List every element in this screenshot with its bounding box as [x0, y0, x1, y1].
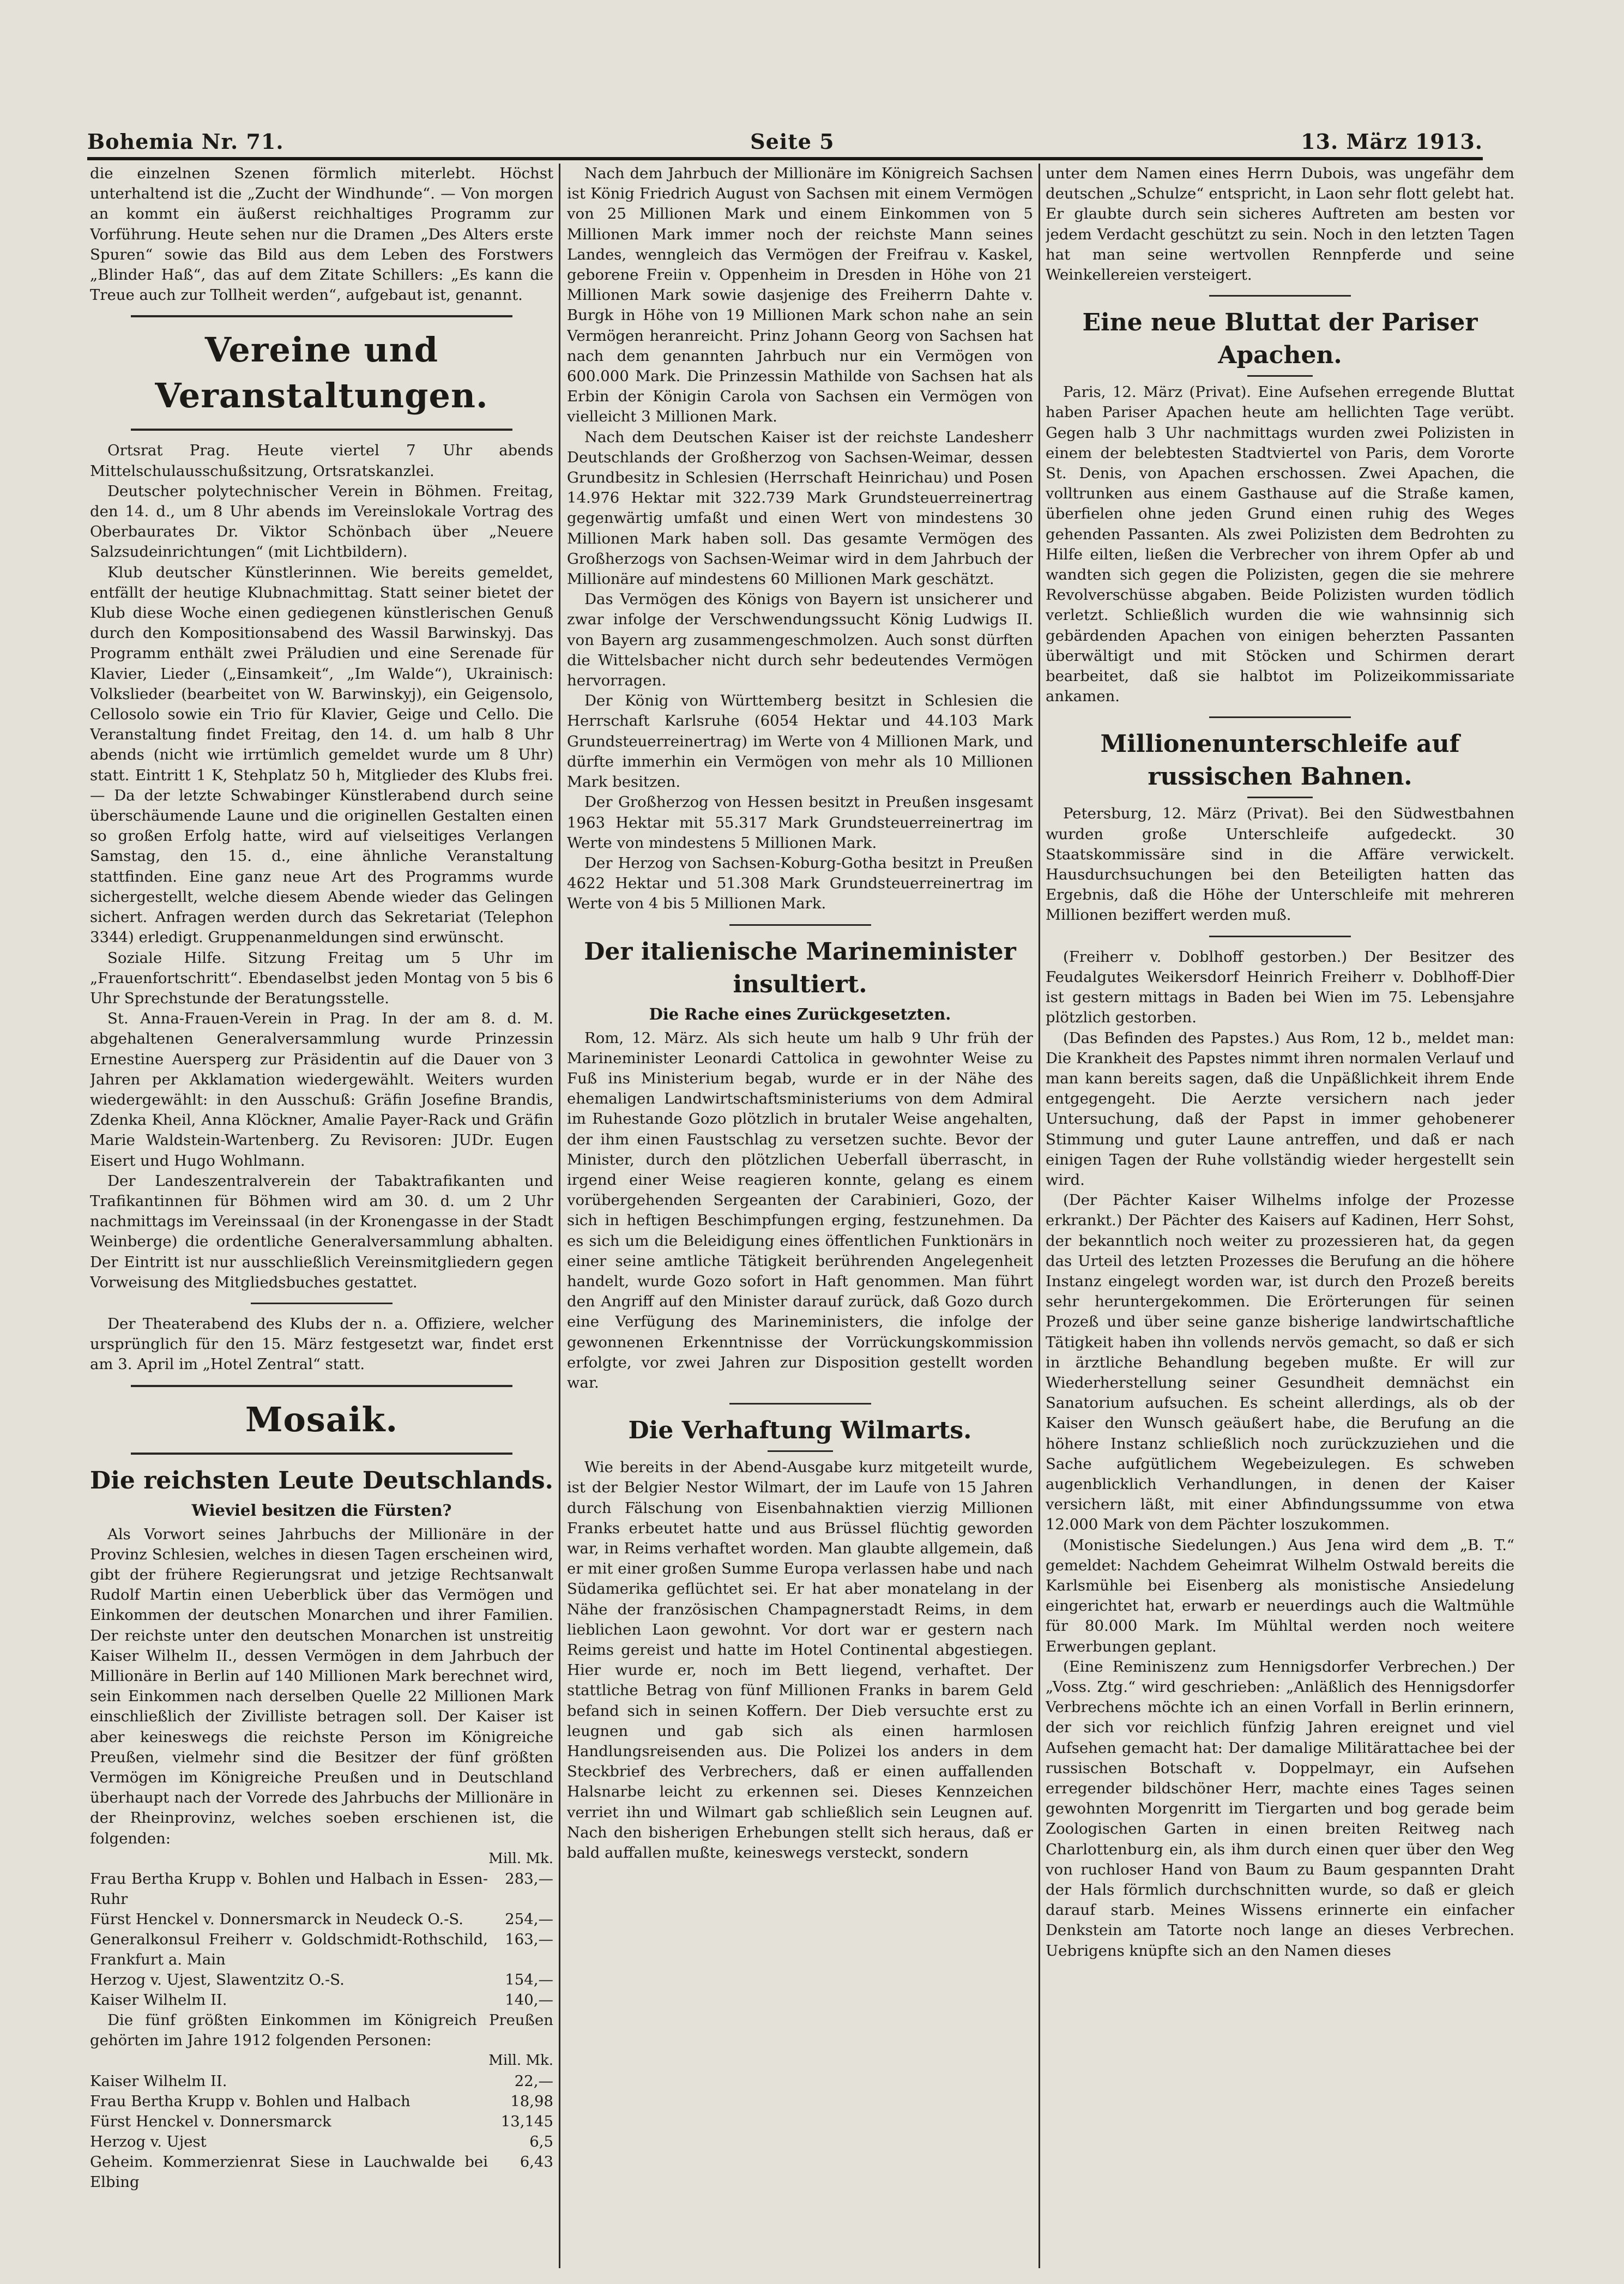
separator: [131, 315, 512, 317]
notice-polytech: Deutscher polytechnischer Verein in Böhmen. Freitag, den 14. d., um 8 Uhr abends im Vereinslokale Vortrag des Oberbaurates Dr. Viktor Schönbach über „Neuere Salzsudeinrichtungen“ (mit Lichtbildern).: [90, 482, 553, 561]
header-masthead: Bohemia Nr. 71.: [87, 129, 284, 154]
column-divider-2: [1039, 164, 1040, 2268]
separator: [131, 429, 512, 431]
list-item: Fürst Henckel v. Donnersmarck 13,145: [90, 2112, 553, 2130]
article-heading-marineminister: Der italienische Marineminister insultiert.: [584, 937, 1016, 998]
separator: [131, 1453, 512, 1455]
article-paragraph: Paris, 12. März (Privat). Eine Aufsehen erregende Bluttat haben Pariser Apachen heute am hellichten Tage verübt. Gegen halb 3 Uhr nachmittags wurden zwei Polizisten in einem der belebtesten Stadtviertel von Paris, dem Vororte St. Denis, von Apachen erschossen. Zwei Apachen, die volltrunken aus einem Gasthause auf die Straße kamen, überfielen ohne jeden Grund einen ruhig des Weges gehenden Passanten. Als zwei Polizisten dem Bedrohten zu Hilfe eilten, ließen die Verbrecher von ihrem Opfer ab und wandten sich gegen die Polizisten, gegen die sie mehrere Revolverschüsse abgaben. Beide Polizisten wurden tödlich verletzt. Schließlich wurden die wie wahnsinnig sich gebärdenden Apachen von einigen beherzten Passanten überwältigt und mit Stöcken und Schirmen derart bearbeitet, daß sie halbtot im Polizeikommissariate ankamen.: [1046, 383, 1514, 706]
section-heading-mosaik: Mosaik.: [245, 1399, 399, 1439]
list-item: Frau Bertha Krupp v. Bohlen und Halbach in Essen-Ruhr 283,—: [90, 1870, 553, 1908]
article-paragraph: Der Herzog von Sachsen-Koburg-Gotha besitzt in Preußen 4622 Hektar und 51.308 Mark Grundsteuerreinertrag im Werte von 4 bis 5 Millionen Mark.: [567, 854, 1033, 913]
list-item: Geheim. Kommerzienrat Siese in Lauchwalde bei Elbing 6,43: [90, 2153, 553, 2191]
news-item-papst: (Das Befinden des Papstes.) Aus Rom, 12 b., meldet man: Die Krankheit des Papstes nimmt ihren normalen Verlauf und man kann bereits sagen, daß die Unpäßlichkeit ihrem Ende entgegengeht. Die Aerzte versichern nach jeder Untersuchung, daß der Papst in immer gehobenerer Stimmung und guter Laune antreffen, und daß er nach einigen Tagen der Ruhe vollständig wieder hergestellt sein wird.: [1046, 1029, 1514, 1189]
article-heading-bahnen: Millionenunterschleife auf russischen Bahnen.: [1100, 730, 1460, 791]
notice-landesverein: Der Landeszentralverein der Tabaktrafikanten und Trafikantinnen für Böhmen wird am 30. d. um 2 Uhr nachmittags im Vereinssaal (in der Kronengasse in der Stadt Weinberge) die ordentliche Generalversammlung abhalten. Der Eintritt ist nur ausschließlich Vereinsmitgliedern gegen Vorweisung des Mitgliedsbuches gestattet.: [90, 1172, 553, 1291]
separator: [1209, 295, 1351, 297]
article-paragraph: Nach dem Deutschen Kaiser ist der reichste Landesherr Deutschlands der Großherzog von Sachsen-Weimar, dessen Grundbesitz in Schlesien (Herrschaft Heinrichau) und Posen 14.976 Hektar mit 322.739 Mark Grundsteuerreinertrag gegenwärtig umfaßt und einen Wert von mindestens 30 Millionen Mark haben soll. Das gesamte Vermögen des Großherzogs von Sachsen-Weimar wird in dem Jahrbuch der Millionäre auf mindestens 60 Millionen Mark geschätzt.: [567, 428, 1033, 588]
separator: [729, 924, 871, 926]
article-paragraph: Der Großherzog von Hessen besitzt in Preußen insgesamt 1963 Hektar mit 55.317 Mark Grundsteuerreinertrag im Werte von mindestens 5 Millionen Mark.: [567, 793, 1033, 852]
header-rule: [87, 157, 1483, 160]
news-item-kaiser-paechter: (Der Pächter Kaiser Wilhelms infolge der Prozesse erkrankt.) Der Pächter des Kaisers auf Kadinen, Herr Sohst, der bekanntlich noch weiter zu prozessieren hat, da gegen das Urteil des letzten Prozesses die Berufung an die höhere Instanz eingelegt worden war, ist durch den Prozeß bereits sehr heruntergekommen. Die Erörterungen für seinen Prozeß und über seine ganze bisherige landwirtschaftliche Tätigkeit haben ihn vollends nervös gemacht, so daß er sich in ärztliche Behandlung begeben mußte. Er will zur Wiederherstellung seiner Gesundheit demnächst ein Sanatorium aufsuchen. Es scheint allerdings, als ob der Kaiser den Wunsch geäußert habe, die Berufung an die höhere Instanz schließlich noch zurückzuziehen und die Sache aufgütlichem Wegebeizulegen. Es schweben augenblicklich Verhandlungen, in denen der Kaiser versichern läßt, mit einer Abfindungssumme von etwa 12.000 Mark von dem Pächter loszukommen.: [1046, 1191, 1514, 1534]
list-item: Fürst Henckel v. Donnersmarck in Neudeck O.-S. 254,—: [90, 1911, 553, 1929]
article-paragraph: Nach dem Jahrbuch der Millionäre im Königreich Sachsen ist König Friedrich August von Sachsen mit einem Vermögen von 25 Millionen Mark und einem Einkommen von 5 Millionen Mark immer noch der reichste Mann seines Landes, wenngleich das Vermögen der Freifrau v. Kaskel, geborene Freiin v. Oppenheim in Dresden in Höhe von 21 Millionen Mark sowie dasjenige des Freiherrn Dahte v. Burgk in Höhe von 19 Millionen Mark schon nahe an sein Vermögen heranreicht. Prinz Johann Georg von Sachsen hat nach dem genannten Jahrbuch nur ein Vermögen von 600.000 Mark. Die Prinzessin Mathilde von Sachsen hat als Erbin der Königin Carola von Sachsen ein Vermögen von vielleicht 3 Millionen Mark.: [567, 165, 1033, 426]
separator: [1209, 716, 1351, 718]
news-item-monisten: (Monistische Siedelungen.) Aus Jena wird dem „B. T.“ gemeldet: Nachdem Geheimrat Wilhelm Ostwald bereits die Karlsmühle bei Eisenberg als monistische Ansiedelung eingerichtet hat, erwarb er neuerdings auch die Waltmühle für 80.000 Mark. Im Mühltal werden noch weitere Erwerbungen geplant.: [1046, 1536, 1514, 1655]
article-heading-wilmart: Die Verhaftung Wilmarts.: [628, 1417, 972, 1445]
separator: [1247, 375, 1313, 377]
header-date: 13. März 1913.: [1301, 129, 1483, 154]
article-paragraph: Wie bereits in der Abend-Ausgabe kurz mitgeteilt wurde, ist der Belgier Nestor Wilmart, der im Laufe von 15 Jahren durch Fälschung von Eisenbahnaktien vierzig Millionen Franks erbeutet hatte und aus Brüssel flüchtig geworden war, in Reims verhaftet worden. Man glaubte allgemein, daß er mit einer großen Summe Europa verlassen habe und nach Südamerika geflüchtet sei. Er hat aber monatelang in der Nähe der französischen Champagnerstadt Reims, in dem lieblichen Laon gewohnt. Vor dort war er gestern nach Reims gereist und hatte im Hotel Continental abgestiegen. Hier wurde er, noch im Bett liegend, verhaftet. Der stattliche Betrag von fünf Millionen Franks in barem Geld befand sich in seinen Koffern. Der Dieb versuchte erst zu leugnen und gab sich als einen harmlosen Handlungsreisenden aus. Die Polizei los anders in dem Steckbrief des Verbrechers, daß er einen auffallenden Halsnarbe leicht zu erkennen sei. Dieses Kennzeichen verriet ihn und Wilmart gab schließlich sein Leugnen auf. Nach den bisherigen Erhebungen stellt sich heraus, daß er bald auffallen mußte, keineswegs versteckt, sondern: [567, 1459, 1033, 1862]
notice-ortsrat: Ortsrat Prag. Heute viertel 7 Uhr abends Mittelschulausschußsitzung, Ortsratskanzlei.: [90, 442, 553, 480]
news-item-hennigsdorf: (Eine Reminiszenz zum Hennigsdorfer Verbrechen.) Der „Voss. Ztg.“ wird geschrieben: „Anläßlich des Hennigsdorfer Verbrechens möchte ich an einen Vorfall in Berlin erinnern, der sich vor reichlich fünfzig Jahren ereignet und viel Aufsehen gemacht hat: Der damalige Militärattachee bei der russischen Botschaft v. Doppelmayr, ein Aufsehen erregender bildschöner Herr, machte eines Tages seinen gewohnten Morgenritt im Tiergarten und bog gerade beim Zoologischen Garten in einen breiten Reitweg nach Charlottenburg ein, als ihm durch einen quer über den Weg von ruchloser Hand von Baum zu Baum gespannten Draht der Hals förmlich durchschnitten wurde, so daß er gleich darauf starb. Meines Wissens erinnerte ein einfacher Denkstein am Tatorte noch lange an dieses Verbrechen. Uebrigens knüpfte sich an den Namen dieses: [1046, 1658, 1514, 1960]
article-subheading-reichsten: Wieviel besitzen die Fürsten?: [191, 1500, 452, 1520]
article-heading-reichsten: Die reichsten Leute Deutschlands.: [90, 1466, 553, 1494]
news-item-doblhoff: (Freiherr v. Doblhoff gestorben.) Der Besitzer des Feudalgutes Weikersdorf Heinrich Freiherr v. Doblhoff-Dier ist gestern mittags in Baden bei Wien im 75. Lebensjahre plötzlich gestorben.: [1046, 948, 1514, 1027]
list-item: Herzog v. Ujest 6,5: [90, 2132, 553, 2150]
separator: [1247, 797, 1313, 798]
section-heading-vereine: Vereine und Veranstaltungen.: [155, 330, 488, 416]
column-1: [90, 164, 553, 2274]
article-paragraph: Rom, 12. März. Als sich heute um halb 9 Uhr früh der Marineminister Leonardi Cattolica in gewohnter Weise zu Fuß ins Ministerium begab, wurde er in der Nähe des ehemaligen Landwirtschaftsministeriums von dem Admiral im Ruhestande Gozo plötzlich in brutaler Weise angehalten, der ihm einen Faustschlag zu versetzen suchte. Bevor der Minister, durch den plötzlichen Ueberfall überrascht, in irgend einer Weise reagieren konnte, gelang es einem vorübergehenden Sergeanten der Carabinieri, Gozo, der sich in heftigen Beschimpfungen erging, festzunehmen. Da es sich um die Beleidigung eines öffentlichen Funktionärs in einer seine amtliche Tätigkeit berührenden Angelegenheit handelt, wurde Gozo sofort in Haft genommen. Man führt den Angriff auf den Minister darauf zurück, daß Gozo durch eine Verfügung des Marineministers, die infolge der gewonnenen Erkenntnisse der Vorrückungskommission erfolgte, vor zwei Jahren zur Disposition gestellt worden war.: [567, 1029, 1033, 1391]
notice-theaterabend: Der Theaterabend des Klubs der n. a. Offiziere, welcher ursprünglich für den 15. März festgesetzt war, findet erst am 3. April im „Hotel Zentral“ statt.: [90, 1315, 553, 1373]
separator: [1209, 936, 1351, 937]
list-item: Generalkonsul Freiherr v. Goldschmidt-Rothschild, Frankfurt a. Main 163,—: [90, 1931, 553, 1969]
separator: [251, 1303, 393, 1304]
list-item: Kaiser Wilhelm II. 22,—: [90, 2072, 553, 2090]
list-unit: Mill. Mk.: [488, 2052, 553, 2069]
article-subheading-marineminister: Die Rache eines Zurückgesetzten.: [649, 1004, 951, 1023]
article-paragraph: Die fünf größten Einkommen im Königreich Preußen gehörten im Jahre 1912 folgenden Personen:: [90, 2011, 553, 2050]
column-3: [1046, 164, 1514, 2274]
income-list: [90, 2071, 553, 2192]
article-paragraph: Der König von Württemberg besitzt in Schlesien die Herrschaft Karlsruhe (6054 Hektar und 44.103 Mark Grundsteuerreinertrag) im Werte von 4 Millionen Mark, und dürfte immerhin ein Vermögen von mehr als 10 Millionen Mark besitzen.: [567, 692, 1033, 791]
column-divider-1: [559, 164, 560, 2268]
article-paragraph: Das Vermögen des Königs von Bayern ist unsicherer und zwar infolge der Verschwendungssucht König Ludwigs II. von Bayern arg zusammengeschmolzen. Auch sonst dürften die Wittelsbacher nicht durch sehr bedeutendes Vermögen hervorragen.: [567, 590, 1033, 690]
separator: [131, 1385, 512, 1387]
article-paragraph: unter dem Namen eines Herrn Dubois, was ungefähr dem deutschen „Schulze“ entspricht, in Laon sehr flott gelebt hat. Er glaubte durch sein sicheres Auftreten am besten vor jedem Verdacht geschützt zu sein. Noch in den letzten Tagen hat man seine wertvollen Rennpferde und seine Weinkellereien versteigert.: [1046, 165, 1514, 284]
list-item: Kaiser Wilhelm II. 140,—: [90, 1991, 553, 2009]
separator: [768, 1450, 833, 1452]
article-heading-apachen: Eine neue Bluttat der Pariser Apachen.: [1082, 309, 1478, 370]
separator: [729, 1403, 871, 1405]
list-item: Herzog v. Ujest, Slawentzitz O.-S. 154,—: [90, 1971, 553, 1989]
article-paragraph: Petersburg, 12. März (Privat). Bei den Südwestbahnen wurden große Unterschleife aufgedeckt. 30 Staatskommissäre sind in die Affäre verwickelt. Hausdurchsuchungen bei den Beteiligten hatten das Ergebnis, daß die Höhe der Unterschleife mit mehreren Millionen beziffert werden muß.: [1046, 805, 1514, 924]
notice-klub: Klub deutscher Künstlerinnen. Wie bereits gemeldet, entfällt der heutige Klubnachmittag. Statt seiner bietet der Klub diese Woche einen gediegenen künstlerischen Genuß durch den Kompositionsabend des Wassil Barwinskyj. Das Programm enthält zwei Präludien und eine Serenade für Klavier, Lieder („Einsamkeit“, „Im Walde“), Ukrainisch: Volkslieder (bearbeitet von W. Barwinskyj), ein Geigensolo, Cellosolo sowie ein Trio für Klavier, Geige und Cello. Die Veranstaltung findet Freitag, den 14. d. um halb 8 Uhr abends (nicht wie irrtümlich gemeldet wurde um 8 Uhr) statt. Eintritt 1 K, Stehplatz 50 h, Mitglieder des Klubs frei. — Da der letzte Schwabinger Künstlerabend durch seine überschäumende Laune und die originellen Gestalten einen so großen Erfolg hatte, wird auf vielseitiges Verlangen Samstag, den 15. d., eine ähnliche Veranstaltung stattfinden. Eine ganz neue Art des Programms wurde sichergestellt, welche diesem Abende wieder das Gelingen sichert. Anfragen werden durch das Sekretariat (Telephon 3344) erledigt. Gruppenanmeldungen sind erwünscht.: [90, 563, 553, 947]
list-unit: Mill. Mk.: [488, 1850, 553, 1867]
intro-paragraph: die einzelnen Szenen förmlich miterlebt. Höchst unterhaltend ist die „Zucht der Windhunde“. — Von morgen an kommt ein äußerst reichhaltiges Programm zur Vorführung. Heute sehen nur die Dramen „Des Alters erste Spuren“ sowie das Bild aus dem Leben des Forstwers „Blinder Haß“, das auf dem Zitate Schillers: „Es kann die Treue auch zur Tollheit werden“, aufgebaut ist, genannt.: [90, 165, 553, 304]
list-item: Frau Bertha Krupp v. Bohlen und Halbach 18,98: [90, 2092, 553, 2110]
article-paragraph: Als Vorwort seines Jahrbuchs der Millionäre in der Provinz Schlesien, welches in diesen Tagen erscheinen wird, gibt der frühere Regierungsrat und jetzige Rechtsanwalt Rudolf Martin einen Ueberblick über das Vermögen und Einkommen der deutschen Monarchen und ihrer Familien. Der reichste unter den deutschen Monarchen ist unstreitig Kaiser Wilhelm II., dessen Vermögen in dem Jahrbuch der Millionäre in Berlin auf 140 Millionen Mark berechnet wird, sein Einkommen nach derselben Quelle 22 Millionen Mark einschließlich der Zivilliste betragen soll. Der Kaiser ist aber keineswegs die reichste Person im Königreiche Preußen, vielmehr sind die Besitzer der fünf größten Vermögen im Königreiche Preußen und in Deutschland überhaupt nach der Vorrede des Jahrbuchs der Millionäre in der Rheinprovinz, welches soeben erschienen ist, die folgenden:: [90, 1525, 553, 1847]
notice-soziale-hilfe: Soziale Hilfe. Sitzung Freitag um 5 Uhr im „Frauenfortschritt“. Ebendaselbst jeden Montag von 5 bis 6 Uhr Sprechstunde der Beratungsstelle.: [90, 949, 553, 1007]
notice-anna-verein: St. Anna-Frauen-Verein in Prag. In der am 8. d. M. abgehaltenen Generalversammlung wurde Prinzessin Ernestine Auersperg zur Präsidentin auf die Dauer von 3 Jahren per Akklamation wiedergewählt. Weiters wurden wiedergewählt: in den Ausschuß: Gräfin Josefine Brandis, Zdenka Kheil, Anna Klöckner, Amalie Payer-Rack und Gräfin Marie Waldstein-Wartenberg. Zu Revisoren: JUDr. Eugen Eisert und Hugo Wohlmann.: [90, 1010, 553, 1170]
header-page-number: Seite 5: [750, 129, 835, 154]
page-header: [87, 119, 1483, 154]
column-2: [567, 164, 1033, 2274]
wealth-list: [90, 1869, 553, 2010]
